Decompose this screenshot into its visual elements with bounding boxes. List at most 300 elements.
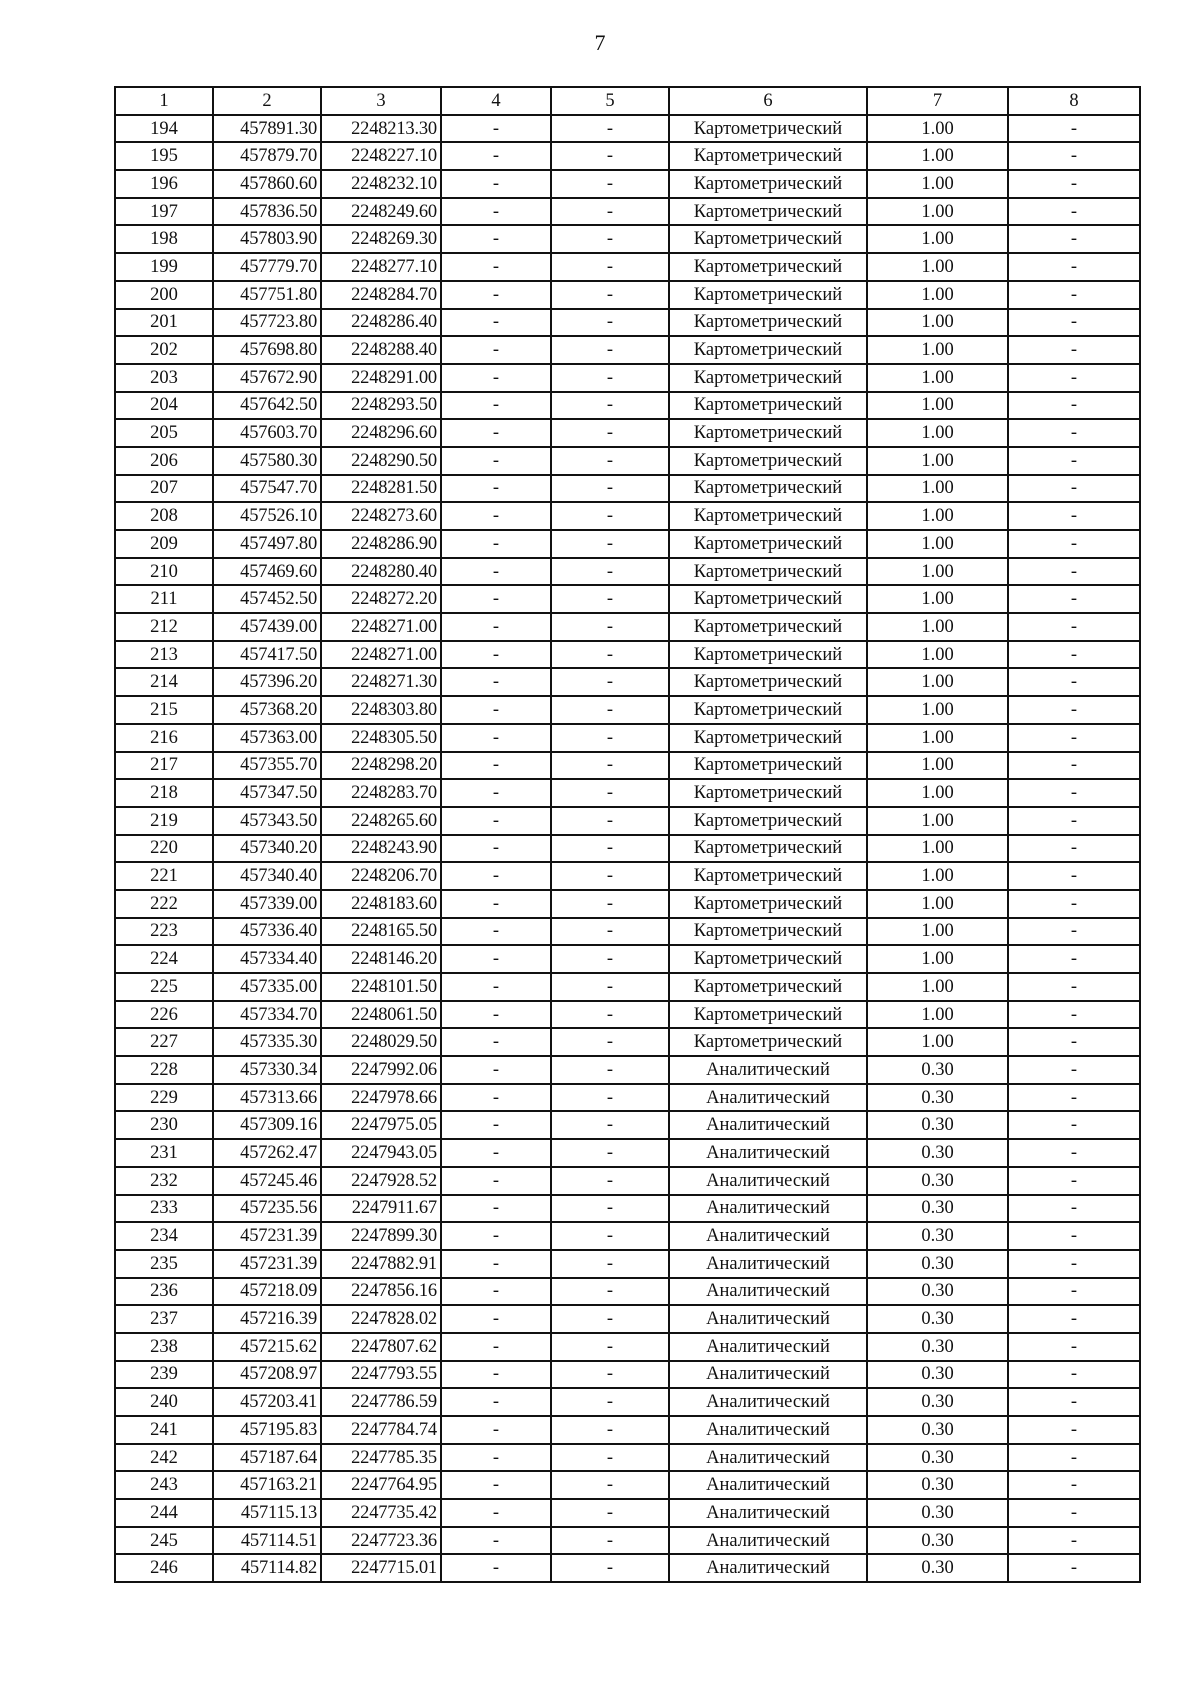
- x-coordinate-cell: 457347.50: [213, 779, 321, 807]
- col5-cell: -: [551, 945, 669, 973]
- accuracy-cell: 1.00: [867, 668, 1008, 696]
- accuracy-cell: 1.00: [867, 225, 1008, 253]
- x-coordinate-cell: 457452.50: [213, 585, 321, 613]
- table-row: [115, 530, 1140, 558]
- col4-cell: -: [441, 945, 551, 973]
- y-coordinate-cell: 2248286.90: [321, 530, 441, 558]
- y-coordinate-cell: 2248288.40: [321, 336, 441, 364]
- point-number-cell: 231: [115, 1139, 213, 1167]
- col4-cell: -: [441, 447, 551, 475]
- accuracy-cell: 1.00: [867, 918, 1008, 946]
- table-row: [115, 1250, 1140, 1278]
- table-row: [115, 364, 1140, 392]
- col5-cell: -: [551, 1333, 669, 1361]
- accuracy-cell: 1.00: [867, 281, 1008, 309]
- x-coordinate-cell: 457231.39: [213, 1222, 321, 1250]
- y-coordinate-cell: 2248293.50: [321, 392, 441, 420]
- y-coordinate-cell: 2248281.50: [321, 475, 441, 503]
- accuracy-cell: 1.00: [867, 613, 1008, 641]
- method-cell: Аналитический: [669, 1222, 867, 1250]
- col8-cell: -: [1008, 1416, 1140, 1444]
- accuracy-cell: 0.30: [867, 1222, 1008, 1250]
- point-number-cell: 210: [115, 558, 213, 586]
- x-coordinate-cell: 457363.00: [213, 724, 321, 752]
- x-coordinate-cell: 457339.00: [213, 890, 321, 918]
- x-coordinate-cell: 457340.40: [213, 862, 321, 890]
- x-coordinate-cell: 457340.20: [213, 835, 321, 863]
- col5-cell: -: [551, 641, 669, 669]
- accuracy-cell: 0.30: [867, 1167, 1008, 1195]
- method-cell: Картометрический: [669, 502, 867, 530]
- col4-cell: -: [441, 835, 551, 863]
- table-row: [115, 585, 1140, 613]
- method-cell: Картометрический: [669, 945, 867, 973]
- accuracy-cell: 1.00: [867, 862, 1008, 890]
- col5-cell: -: [551, 1278, 669, 1306]
- table-row: [115, 1388, 1140, 1416]
- col8-cell: -: [1008, 752, 1140, 780]
- col4-cell: -: [441, 668, 551, 696]
- col4-cell: -: [441, 1416, 551, 1444]
- accuracy-cell: 1.00: [867, 475, 1008, 503]
- method-cell: Картометрический: [669, 696, 867, 724]
- y-coordinate-cell: 2248284.70: [321, 281, 441, 309]
- col4-cell: -: [441, 1167, 551, 1195]
- method-cell: Аналитический: [669, 1554, 867, 1582]
- col4-cell: -: [441, 115, 551, 143]
- col5-cell: -: [551, 364, 669, 392]
- table-row: [115, 1305, 1140, 1333]
- col8-cell: -: [1008, 475, 1140, 503]
- point-number-cell: 234: [115, 1222, 213, 1250]
- point-number-cell: 197: [115, 198, 213, 226]
- col8-cell: -: [1008, 835, 1140, 863]
- point-number-cell: 243: [115, 1471, 213, 1499]
- col4-cell: -: [441, 1388, 551, 1416]
- table-row: [115, 945, 1140, 973]
- point-number-cell: 216: [115, 724, 213, 752]
- col8-cell: -: [1008, 1056, 1140, 1084]
- x-coordinate-cell: 457330.34: [213, 1056, 321, 1084]
- col5-cell: -: [551, 668, 669, 696]
- col4-cell: -: [441, 502, 551, 530]
- accuracy-cell: 1.00: [867, 585, 1008, 613]
- point-number-cell: 233: [115, 1195, 213, 1223]
- col4-cell: -: [441, 198, 551, 226]
- col5-cell: -: [551, 530, 669, 558]
- col5-cell: -: [551, 1250, 669, 1278]
- x-coordinate-cell: 457672.90: [213, 364, 321, 392]
- page-number: 7: [594, 30, 606, 55]
- col8-cell: -: [1008, 696, 1140, 724]
- point-number-cell: 223: [115, 918, 213, 946]
- col8-cell: -: [1008, 1444, 1140, 1472]
- x-coordinate-cell: 457396.20: [213, 668, 321, 696]
- col4-cell: -: [441, 1444, 551, 1472]
- y-coordinate-cell: 2248206.70: [321, 862, 441, 890]
- x-coordinate-cell: 457469.60: [213, 558, 321, 586]
- col5-cell: -: [551, 225, 669, 253]
- y-coordinate-cell: 2248271.00: [321, 613, 441, 641]
- method-cell: Аналитический: [669, 1111, 867, 1139]
- col4-cell: -: [441, 1527, 551, 1555]
- col5-cell: -: [551, 1222, 669, 1250]
- point-number-cell: 242: [115, 1444, 213, 1472]
- method-cell: Аналитический: [669, 1416, 867, 1444]
- accuracy-cell: 1.00: [867, 779, 1008, 807]
- point-number-cell: 202: [115, 336, 213, 364]
- x-coordinate-cell: 457216.39: [213, 1305, 321, 1333]
- col5-cell: -: [551, 1056, 669, 1084]
- x-coordinate-cell: 457751.80: [213, 281, 321, 309]
- col5-cell: -: [551, 281, 669, 309]
- accuracy-cell: 1.00: [867, 502, 1008, 530]
- x-coordinate-cell: 457313.66: [213, 1084, 321, 1112]
- col4-cell: -: [441, 1056, 551, 1084]
- y-coordinate-cell: 2247975.05: [321, 1111, 441, 1139]
- coordinates-table: [114, 86, 1141, 1583]
- table-row: [115, 668, 1140, 696]
- x-coordinate-cell: 457245.46: [213, 1167, 321, 1195]
- point-number-cell: 245: [115, 1527, 213, 1555]
- table-row: [115, 1195, 1140, 1223]
- point-number-cell: 237: [115, 1305, 213, 1333]
- accuracy-cell: 0.30: [867, 1361, 1008, 1389]
- x-coordinate-cell: 457262.47: [213, 1139, 321, 1167]
- table-row: [115, 890, 1140, 918]
- y-coordinate-cell: 2248183.60: [321, 890, 441, 918]
- table-row: [115, 973, 1140, 1001]
- y-coordinate-cell: 2248101.50: [321, 973, 441, 1001]
- point-number-cell: 219: [115, 807, 213, 835]
- y-coordinate-cell: 2248146.20: [321, 945, 441, 973]
- table-row: [115, 807, 1140, 835]
- col8-cell: -: [1008, 142, 1140, 170]
- table-row: [115, 1167, 1140, 1195]
- y-coordinate-cell: 2247786.59: [321, 1388, 441, 1416]
- point-number-cell: 199: [115, 253, 213, 281]
- method-cell: Аналитический: [669, 1139, 867, 1167]
- point-number-cell: 227: [115, 1028, 213, 1056]
- x-coordinate-cell: 457368.20: [213, 696, 321, 724]
- y-coordinate-cell: 2247899.30: [321, 1222, 441, 1250]
- y-coordinate-cell: 2248271.30: [321, 668, 441, 696]
- x-coordinate-cell: 457114.51: [213, 1527, 321, 1555]
- column-header: 1: [115, 87, 213, 115]
- col8-cell: -: [1008, 945, 1140, 973]
- table-row: [115, 1554, 1140, 1582]
- col5-cell: -: [551, 1554, 669, 1582]
- table-row: [115, 1028, 1140, 1056]
- point-number-cell: 198: [115, 225, 213, 253]
- y-coordinate-cell: 2247785.35: [321, 1444, 441, 1472]
- x-coordinate-cell: 457439.00: [213, 613, 321, 641]
- point-number-cell: 241: [115, 1416, 213, 1444]
- point-number-cell: 230: [115, 1111, 213, 1139]
- table-row: [115, 142, 1140, 170]
- col4-cell: -: [441, 1499, 551, 1527]
- col4-cell: -: [441, 1195, 551, 1223]
- table-row: [115, 613, 1140, 641]
- table-row: [115, 502, 1140, 530]
- point-number-cell: 200: [115, 281, 213, 309]
- accuracy-cell: 1.00: [867, 835, 1008, 863]
- method-cell: Картометрический: [669, 862, 867, 890]
- col5-cell: -: [551, 1028, 669, 1056]
- col4-cell: -: [441, 1139, 551, 1167]
- column-header: 6: [669, 87, 867, 115]
- accuracy-cell: 0.30: [867, 1527, 1008, 1555]
- y-coordinate-cell: 2247828.02: [321, 1305, 441, 1333]
- accuracy-cell: 1.00: [867, 1001, 1008, 1029]
- table-row: [115, 696, 1140, 724]
- table-row: [115, 1527, 1140, 1555]
- point-number-cell: 214: [115, 668, 213, 696]
- x-coordinate-cell: 457335.00: [213, 973, 321, 1001]
- col8-cell: -: [1008, 724, 1140, 752]
- x-coordinate-cell: 457218.09: [213, 1278, 321, 1306]
- col4-cell: -: [441, 752, 551, 780]
- point-number-cell: 213: [115, 641, 213, 669]
- accuracy-cell: 1.00: [867, 115, 1008, 143]
- accuracy-cell: 0.30: [867, 1084, 1008, 1112]
- col8-cell: -: [1008, 1139, 1140, 1167]
- col5-cell: -: [551, 475, 669, 503]
- accuracy-cell: 0.30: [867, 1444, 1008, 1472]
- accuracy-cell: 0.30: [867, 1056, 1008, 1084]
- method-cell: Картометрический: [669, 558, 867, 586]
- col4-cell: -: [441, 1278, 551, 1306]
- point-number-cell: 246: [115, 1554, 213, 1582]
- point-number-cell: 222: [115, 890, 213, 918]
- point-number-cell: 240: [115, 1388, 213, 1416]
- x-coordinate-cell: 457231.39: [213, 1250, 321, 1278]
- accuracy-cell: 0.30: [867, 1195, 1008, 1223]
- col8-cell: -: [1008, 668, 1140, 696]
- method-cell: Картометрический: [669, 281, 867, 309]
- point-number-cell: 206: [115, 447, 213, 475]
- col8-cell: -: [1008, 641, 1140, 669]
- col4-cell: -: [441, 392, 551, 420]
- y-coordinate-cell: 2248029.50: [321, 1028, 441, 1056]
- y-coordinate-cell: 2248291.00: [321, 364, 441, 392]
- point-number-cell: 220: [115, 835, 213, 863]
- method-cell: Аналитический: [669, 1195, 867, 1223]
- accuracy-cell: 1.00: [867, 558, 1008, 586]
- accuracy-cell: 0.30: [867, 1139, 1008, 1167]
- y-coordinate-cell: 2248249.60: [321, 198, 441, 226]
- point-number-cell: 235: [115, 1250, 213, 1278]
- y-coordinate-cell: 2248290.50: [321, 447, 441, 475]
- col5-cell: -: [551, 309, 669, 337]
- col4-cell: -: [441, 807, 551, 835]
- point-number-cell: 226: [115, 1001, 213, 1029]
- method-cell: Аналитический: [669, 1084, 867, 1112]
- y-coordinate-cell: 2248280.40: [321, 558, 441, 586]
- x-coordinate-cell: 457187.64: [213, 1444, 321, 1472]
- accuracy-cell: 1.00: [867, 447, 1008, 475]
- x-coordinate-cell: 457723.80: [213, 309, 321, 337]
- col4-cell: -: [441, 918, 551, 946]
- accuracy-cell: 0.30: [867, 1250, 1008, 1278]
- method-cell: Картометрический: [669, 613, 867, 641]
- accuracy-cell: 0.30: [867, 1305, 1008, 1333]
- y-coordinate-cell: 2247807.62: [321, 1333, 441, 1361]
- col5-cell: -: [551, 336, 669, 364]
- table-row: [115, 1001, 1140, 1029]
- y-coordinate-cell: 2247784.74: [321, 1416, 441, 1444]
- x-coordinate-cell: 457195.83: [213, 1416, 321, 1444]
- y-coordinate-cell: 2248213.30: [321, 115, 441, 143]
- col8-cell: -: [1008, 1527, 1140, 1555]
- col8-cell: -: [1008, 1167, 1140, 1195]
- y-coordinate-cell: 2248165.50: [321, 918, 441, 946]
- col4-cell: -: [441, 973, 551, 1001]
- x-coordinate-cell: 457334.70: [213, 1001, 321, 1029]
- method-cell: Аналитический: [669, 1527, 867, 1555]
- col8-cell: -: [1008, 1001, 1140, 1029]
- col8-cell: -: [1008, 807, 1140, 835]
- table-row: [115, 641, 1140, 669]
- col4-cell: -: [441, 1554, 551, 1582]
- x-coordinate-cell: 457580.30: [213, 447, 321, 475]
- accuracy-cell: 0.30: [867, 1333, 1008, 1361]
- accuracy-cell: 0.30: [867, 1388, 1008, 1416]
- y-coordinate-cell: 2248277.10: [321, 253, 441, 281]
- col4-cell: -: [441, 1333, 551, 1361]
- method-cell: Картометрический: [669, 170, 867, 198]
- col8-cell: -: [1008, 558, 1140, 586]
- table-row: [115, 724, 1140, 752]
- point-number-cell: 229: [115, 1084, 213, 1112]
- table-row: [115, 1139, 1140, 1167]
- col8-cell: -: [1008, 225, 1140, 253]
- x-coordinate-cell: 457355.70: [213, 752, 321, 780]
- col8-cell: -: [1008, 1028, 1140, 1056]
- point-number-cell: 239: [115, 1361, 213, 1389]
- col5-cell: -: [551, 502, 669, 530]
- col5-cell: -: [551, 1167, 669, 1195]
- point-number-cell: 209: [115, 530, 213, 558]
- accuracy-cell: 0.30: [867, 1554, 1008, 1582]
- point-number-cell: 201: [115, 309, 213, 337]
- col5-cell: -: [551, 1499, 669, 1527]
- col4-cell: -: [441, 1222, 551, 1250]
- accuracy-cell: 0.30: [867, 1111, 1008, 1139]
- col5-cell: -: [551, 890, 669, 918]
- col4-cell: -: [441, 1305, 551, 1333]
- column-header: 8: [1008, 87, 1140, 115]
- y-coordinate-cell: 2248283.70: [321, 779, 441, 807]
- y-coordinate-cell: 2248296.60: [321, 419, 441, 447]
- accuracy-cell: 1.00: [867, 890, 1008, 918]
- x-coordinate-cell: 457215.62: [213, 1333, 321, 1361]
- col8-cell: -: [1008, 253, 1140, 281]
- col4-cell: -: [441, 225, 551, 253]
- x-coordinate-cell: 457891.30: [213, 115, 321, 143]
- col5-cell: -: [551, 1084, 669, 1112]
- col8-cell: -: [1008, 419, 1140, 447]
- point-number-cell: 232: [115, 1167, 213, 1195]
- accuracy-cell: 1.00: [867, 724, 1008, 752]
- accuracy-cell: 1.00: [867, 170, 1008, 198]
- point-number-cell: 228: [115, 1056, 213, 1084]
- col8-cell: -: [1008, 1250, 1140, 1278]
- x-coordinate-cell: 457309.16: [213, 1111, 321, 1139]
- col5-cell: -: [551, 835, 669, 863]
- method-cell: Картометрический: [669, 668, 867, 696]
- accuracy-cell: 1.00: [867, 198, 1008, 226]
- column-header: 4: [441, 87, 551, 115]
- col4-cell: -: [441, 1471, 551, 1499]
- table-row: [115, 419, 1140, 447]
- col8-cell: -: [1008, 779, 1140, 807]
- col4-cell: -: [441, 336, 551, 364]
- col5-cell: -: [551, 613, 669, 641]
- x-coordinate-cell: 457642.50: [213, 392, 321, 420]
- method-cell: Картометрический: [669, 447, 867, 475]
- method-cell: Аналитический: [669, 1305, 867, 1333]
- y-coordinate-cell: 2248272.20: [321, 585, 441, 613]
- col8-cell: -: [1008, 585, 1140, 613]
- point-number-cell: 207: [115, 475, 213, 503]
- col8-cell: -: [1008, 918, 1140, 946]
- table-row: [115, 1056, 1140, 1084]
- y-coordinate-cell: 2248243.90: [321, 835, 441, 863]
- method-cell: Картометрический: [669, 918, 867, 946]
- y-coordinate-cell: 2248271.00: [321, 641, 441, 669]
- table-row: [115, 309, 1140, 337]
- x-coordinate-cell: 457497.80: [213, 530, 321, 558]
- y-coordinate-cell: 2247882.91: [321, 1250, 441, 1278]
- y-coordinate-cell: 2247992.06: [321, 1056, 441, 1084]
- col8-cell: -: [1008, 890, 1140, 918]
- x-coordinate-cell: 457335.30: [213, 1028, 321, 1056]
- x-coordinate-cell: 457114.82: [213, 1554, 321, 1582]
- accuracy-cell: 0.30: [867, 1416, 1008, 1444]
- col4-cell: -: [441, 779, 551, 807]
- x-coordinate-cell: 457860.60: [213, 170, 321, 198]
- point-number-cell: 224: [115, 945, 213, 973]
- method-cell: Картометрический: [669, 973, 867, 1001]
- col5-cell: -: [551, 1444, 669, 1472]
- col5-cell: -: [551, 918, 669, 946]
- method-cell: Картометрический: [669, 419, 867, 447]
- y-coordinate-cell: 2248303.80: [321, 696, 441, 724]
- table-row: [115, 198, 1140, 226]
- col8-cell: -: [1008, 1471, 1140, 1499]
- table-row: [115, 170, 1140, 198]
- method-cell: Картометрический: [669, 752, 867, 780]
- column-header: 3: [321, 87, 441, 115]
- col4-cell: -: [441, 142, 551, 170]
- col5-cell: -: [551, 807, 669, 835]
- col5-cell: -: [551, 253, 669, 281]
- x-coordinate-cell: 457526.10: [213, 502, 321, 530]
- point-number-cell: 208: [115, 502, 213, 530]
- x-coordinate-cell: 457163.21: [213, 1471, 321, 1499]
- column-header: 5: [551, 87, 669, 115]
- point-number-cell: 196: [115, 170, 213, 198]
- col4-cell: -: [441, 1001, 551, 1029]
- col4-cell: -: [441, 419, 551, 447]
- x-coordinate-cell: 457343.50: [213, 807, 321, 835]
- column-header: 2: [213, 87, 321, 115]
- x-coordinate-cell: 457417.50: [213, 641, 321, 669]
- point-number-cell: 194: [115, 115, 213, 143]
- col5-cell: -: [551, 1001, 669, 1029]
- table-row: [115, 475, 1140, 503]
